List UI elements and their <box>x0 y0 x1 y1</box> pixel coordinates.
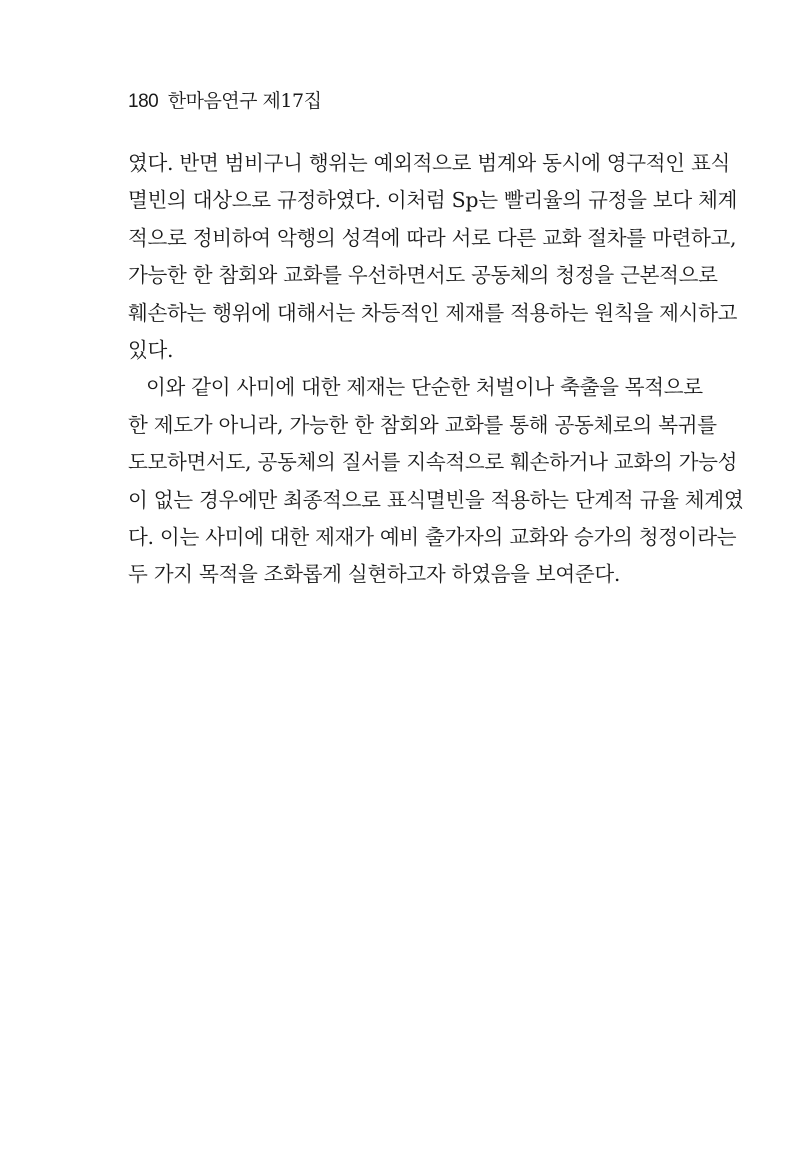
body-text <box>128 145 744 594</box>
text-line: 훼손하는 행위에 대해서는 차등적인 제재를 적용하는 원칙을 제시하고 <box>128 300 738 325</box>
text-line: 다. 이는 사미에 대한 제재가 예비 출가자의 교화와 승가의 청정이라는 <box>128 524 737 549</box>
text-line: 한 제도가 아니라, 가능한 한 참회와 교화를 통해 공동체로의 복귀를 <box>128 412 717 437</box>
page-number: 180 <box>128 91 159 112</box>
text-line: 였다. 반면 범비구니 행위는 예외적으로 범계와 동시에 영구적인 표식 <box>128 151 731 175</box>
text-line: 이와 같이 사미에 대한 제재는 단순한 처벌이나 축출을 목적으로 <box>146 375 703 400</box>
text-line: 멸빈의 대상으로 규정하였다. 이처럼 Sp는 빨리율의 규정을 보다 체계 <box>128 188 738 213</box>
text-line: 두 가지 목적을 조화롭게 실현하고자 하였음을 보여준다. <box>128 562 621 587</box>
paragraph <box>128 369 744 593</box>
text-line: 적으로 정비하여 악행의 성격에 따라 서로 다른 교화 절차를 마련하고, <box>128 225 737 250</box>
text-line: 있다. <box>128 337 174 362</box>
journal-title: 한마음연구 제17집 <box>167 90 322 112</box>
paragraph <box>128 145 738 369</box>
text-line: 이 없는 경우에만 최종적으로 표식멸빈을 적용하는 단계적 규율 체계였 <box>128 487 744 512</box>
text-line: 가능한 한 참회와 교화를 우선하면서도 공동체의 청정을 근본적으로 <box>128 263 718 288</box>
text-line: 도모하면서도, 공동체의 질서를 지속적으로 훼손하거나 교화의 가능성 <box>128 450 738 475</box>
running-header <box>128 86 321 113</box>
